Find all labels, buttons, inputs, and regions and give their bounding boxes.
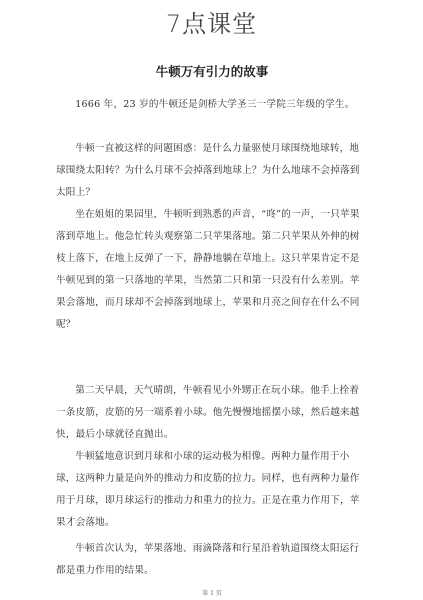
paragraph: 1666 年，23 岁的牛顿还是剑桥大学圣三一学院三年级的学生。 [75,99,355,110]
paragraph: 牛顿一直被这样的问题困惑：是什么力量驱使月球围绕地球转，地球围绕太阳转？为什么月球不会掉落到地球上？为什么地球不会掉落到太阳上？ [56,143,360,198]
document-page [44,48,380,596]
document-title: 牛顿万有引力的故事 [155,64,269,79]
page-number: 第 1 页 [202,590,222,597]
paragraph: 坐在姐姐的果园里，牛顿听到熟悉的声音，“咚”的一声，一只苹果落到草地上。他急忙转头观察第二只苹果落地。第二只苹果从外伸的树枝上落下，在地上反弹了一下，静静地躺在草地上。这只苹果肯定不是牛顿见到的第一只落地的苹果，当然第二只和第一只没有什么差别。苹果会落地，而月球却不会掉落到地球上，苹果和月亮之间存在什么不同呢？ [56,209,360,330]
slide-title: 7点课堂 [165,10,258,38]
paragraph: 第二天早晨，天气晴朗，牛顿看见小外甥正在玩小球。他手上拴着一条皮筋，皮筋的另一端系着小球。他先慢慢地摇摆小球，然后越来越快，最后小球就径直抛出。 [56,385,360,440]
paragraph: 牛顿首次认为，苹果落地、雨滴降落和行星沿着轨道围绕太阳运行都是重力作用的结果。 [56,543,360,576]
paragraph: 牛顿猛地意识到月球和小球的运动极为相像。两种力量作用于小球，这两种力量是向外的推动力和皮筋的拉力。同样，也有两种力量作用于月球，即月球运行的推动力和重力的拉力。正是在重力作用下，苹果才会落地。 [56,451,360,528]
